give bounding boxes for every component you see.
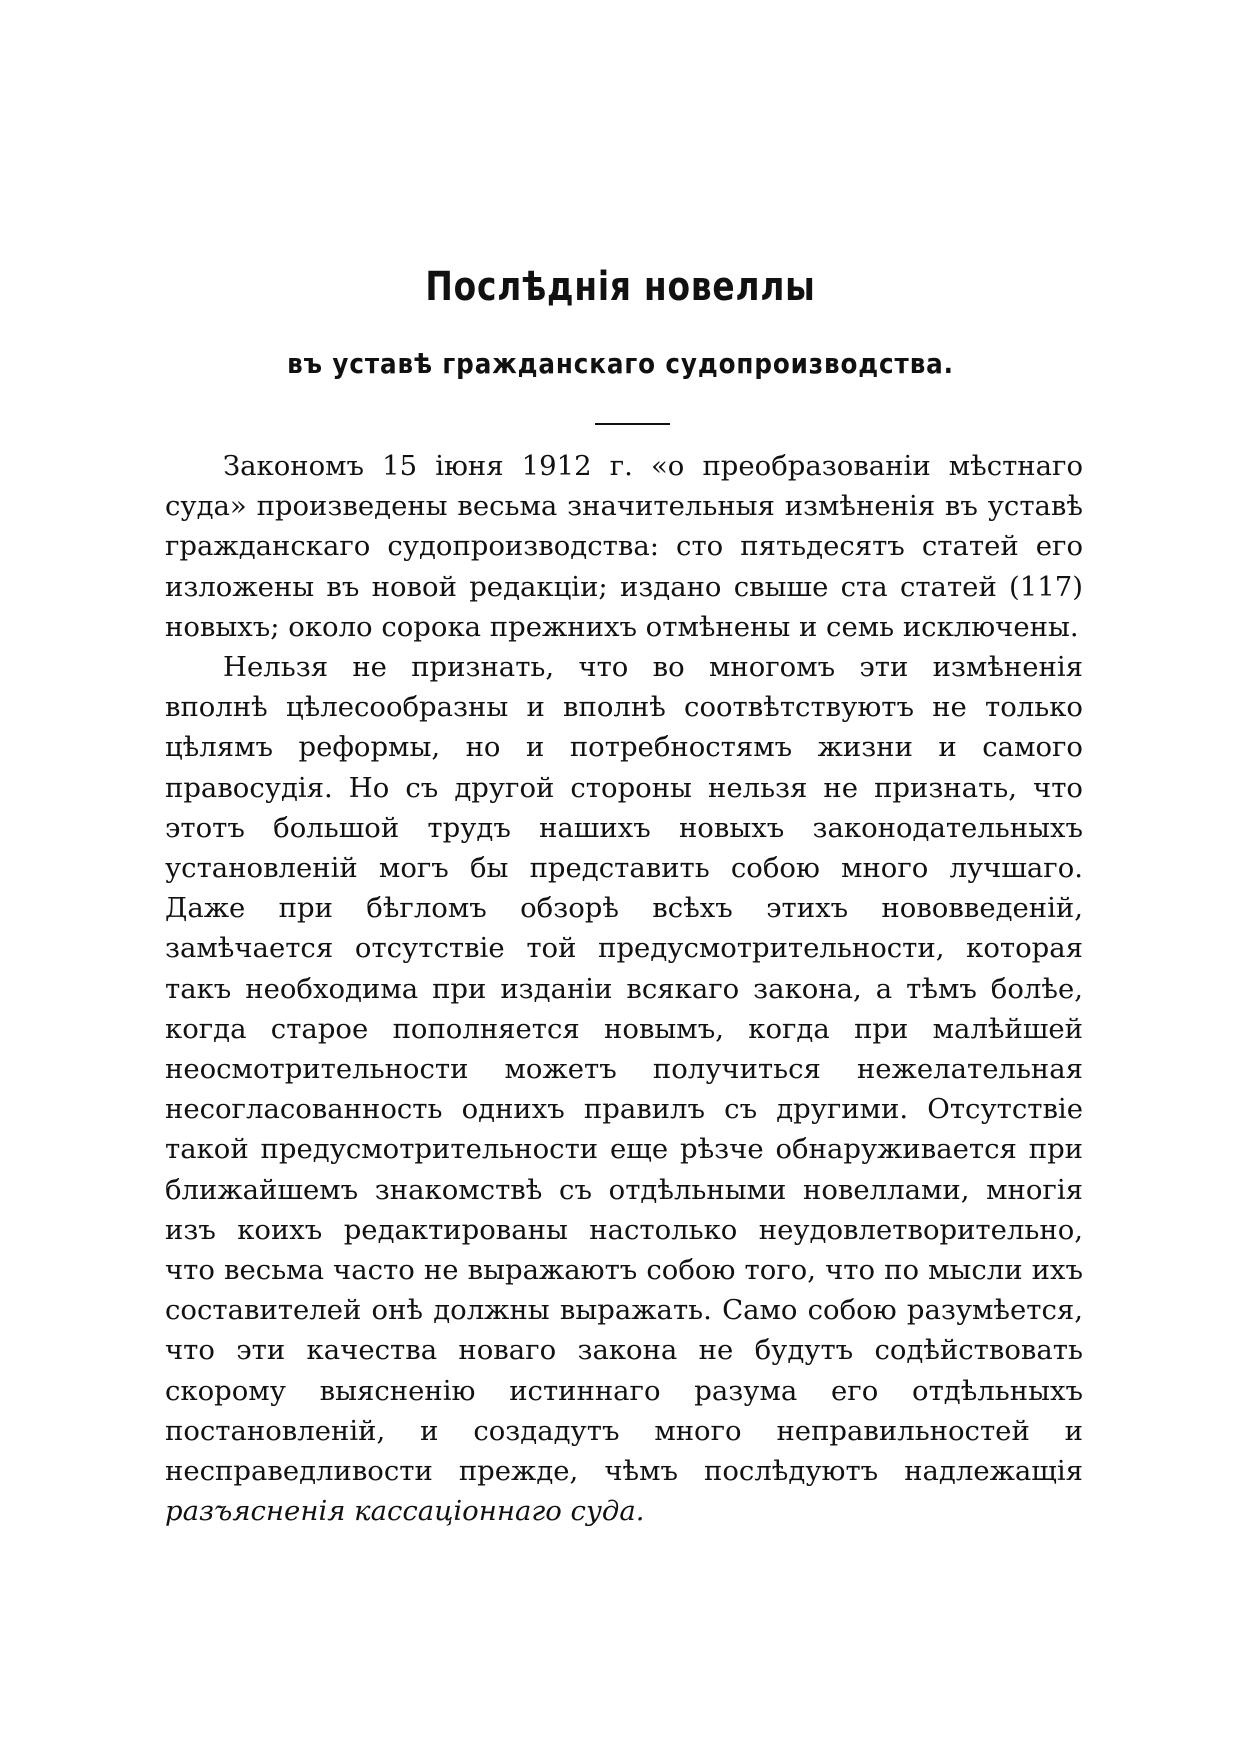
paragraph-2-italic-tail: разъясненія кассаціоннаго суда. [165, 1495, 645, 1528]
paragraph-2 [165, 647, 1083, 1531]
body-text [165, 446, 1083, 1531]
page-subtitle: въ уставѣ гражданскаго судопроизводства. [287, 347, 954, 380]
page-title: Послѣднія новеллы [425, 264, 816, 310]
paragraph-1 [165, 446, 1083, 647]
paragraph-1-text: Закономъ 15 іюня 1912 г. «о преобразованіи мѣстнаго суда» произведены весьма значительныя измѣненія въ уставѣ гражданскаго судопроизводства: сто пятьдесятъ статей его изложены въ новой редакціи; издано свыше ста статей (117) новыхъ; около сорока прежнихъ отмѣнены и семь исключены. [165, 450, 1083, 643]
section-divider [595, 423, 670, 425]
paragraph-2-text: Нельзя не признать, что во многомъ эти измѣненія вполнѣ цѣлесообразны и вполнѣ соотвѣтствуютъ не только цѣлямъ реформы, но и потребностямъ жизни и самого правосудія. Но съ другой стороны нельзя не признать, что этотъ большой трудъ нашихъ новыхъ законодательныхъ установленій могъ бы представить собою много лучшаго. Даже при бѣгломъ обзорѣ всѣхъ этихъ нововведеній, замѣчается отсутствіе той предусмотрительности, которая такъ необходима при изданіи всякаго закона, а тѣмъ болѣе, когда старое пополняется новымъ, когда при малѣйшей неосмотрительности можетъ получиться нежелательная несогласованность однихъ правилъ съ другими. Отсутствіе такой предусмотрительности еще рѣзче обнаруживается при ближайшемъ знакомствѣ съ отдѣльными новеллами, многія изъ коихъ редактированы настолько неудовлетворительно, что весьма часто не выражаютъ собою того, что по мысли ихъ составителей онѣ должны выражать. Само собою разумѣется, что эти качества новаго закона не будутъ содѣйствовать скорому выясненію истиннаго разума его отдѣльныхъ постановленій, и создадутъ много неправильностей и несправедливости прежде, чѣмъ послѣдуютъ надлежащія [165, 651, 1083, 1488]
